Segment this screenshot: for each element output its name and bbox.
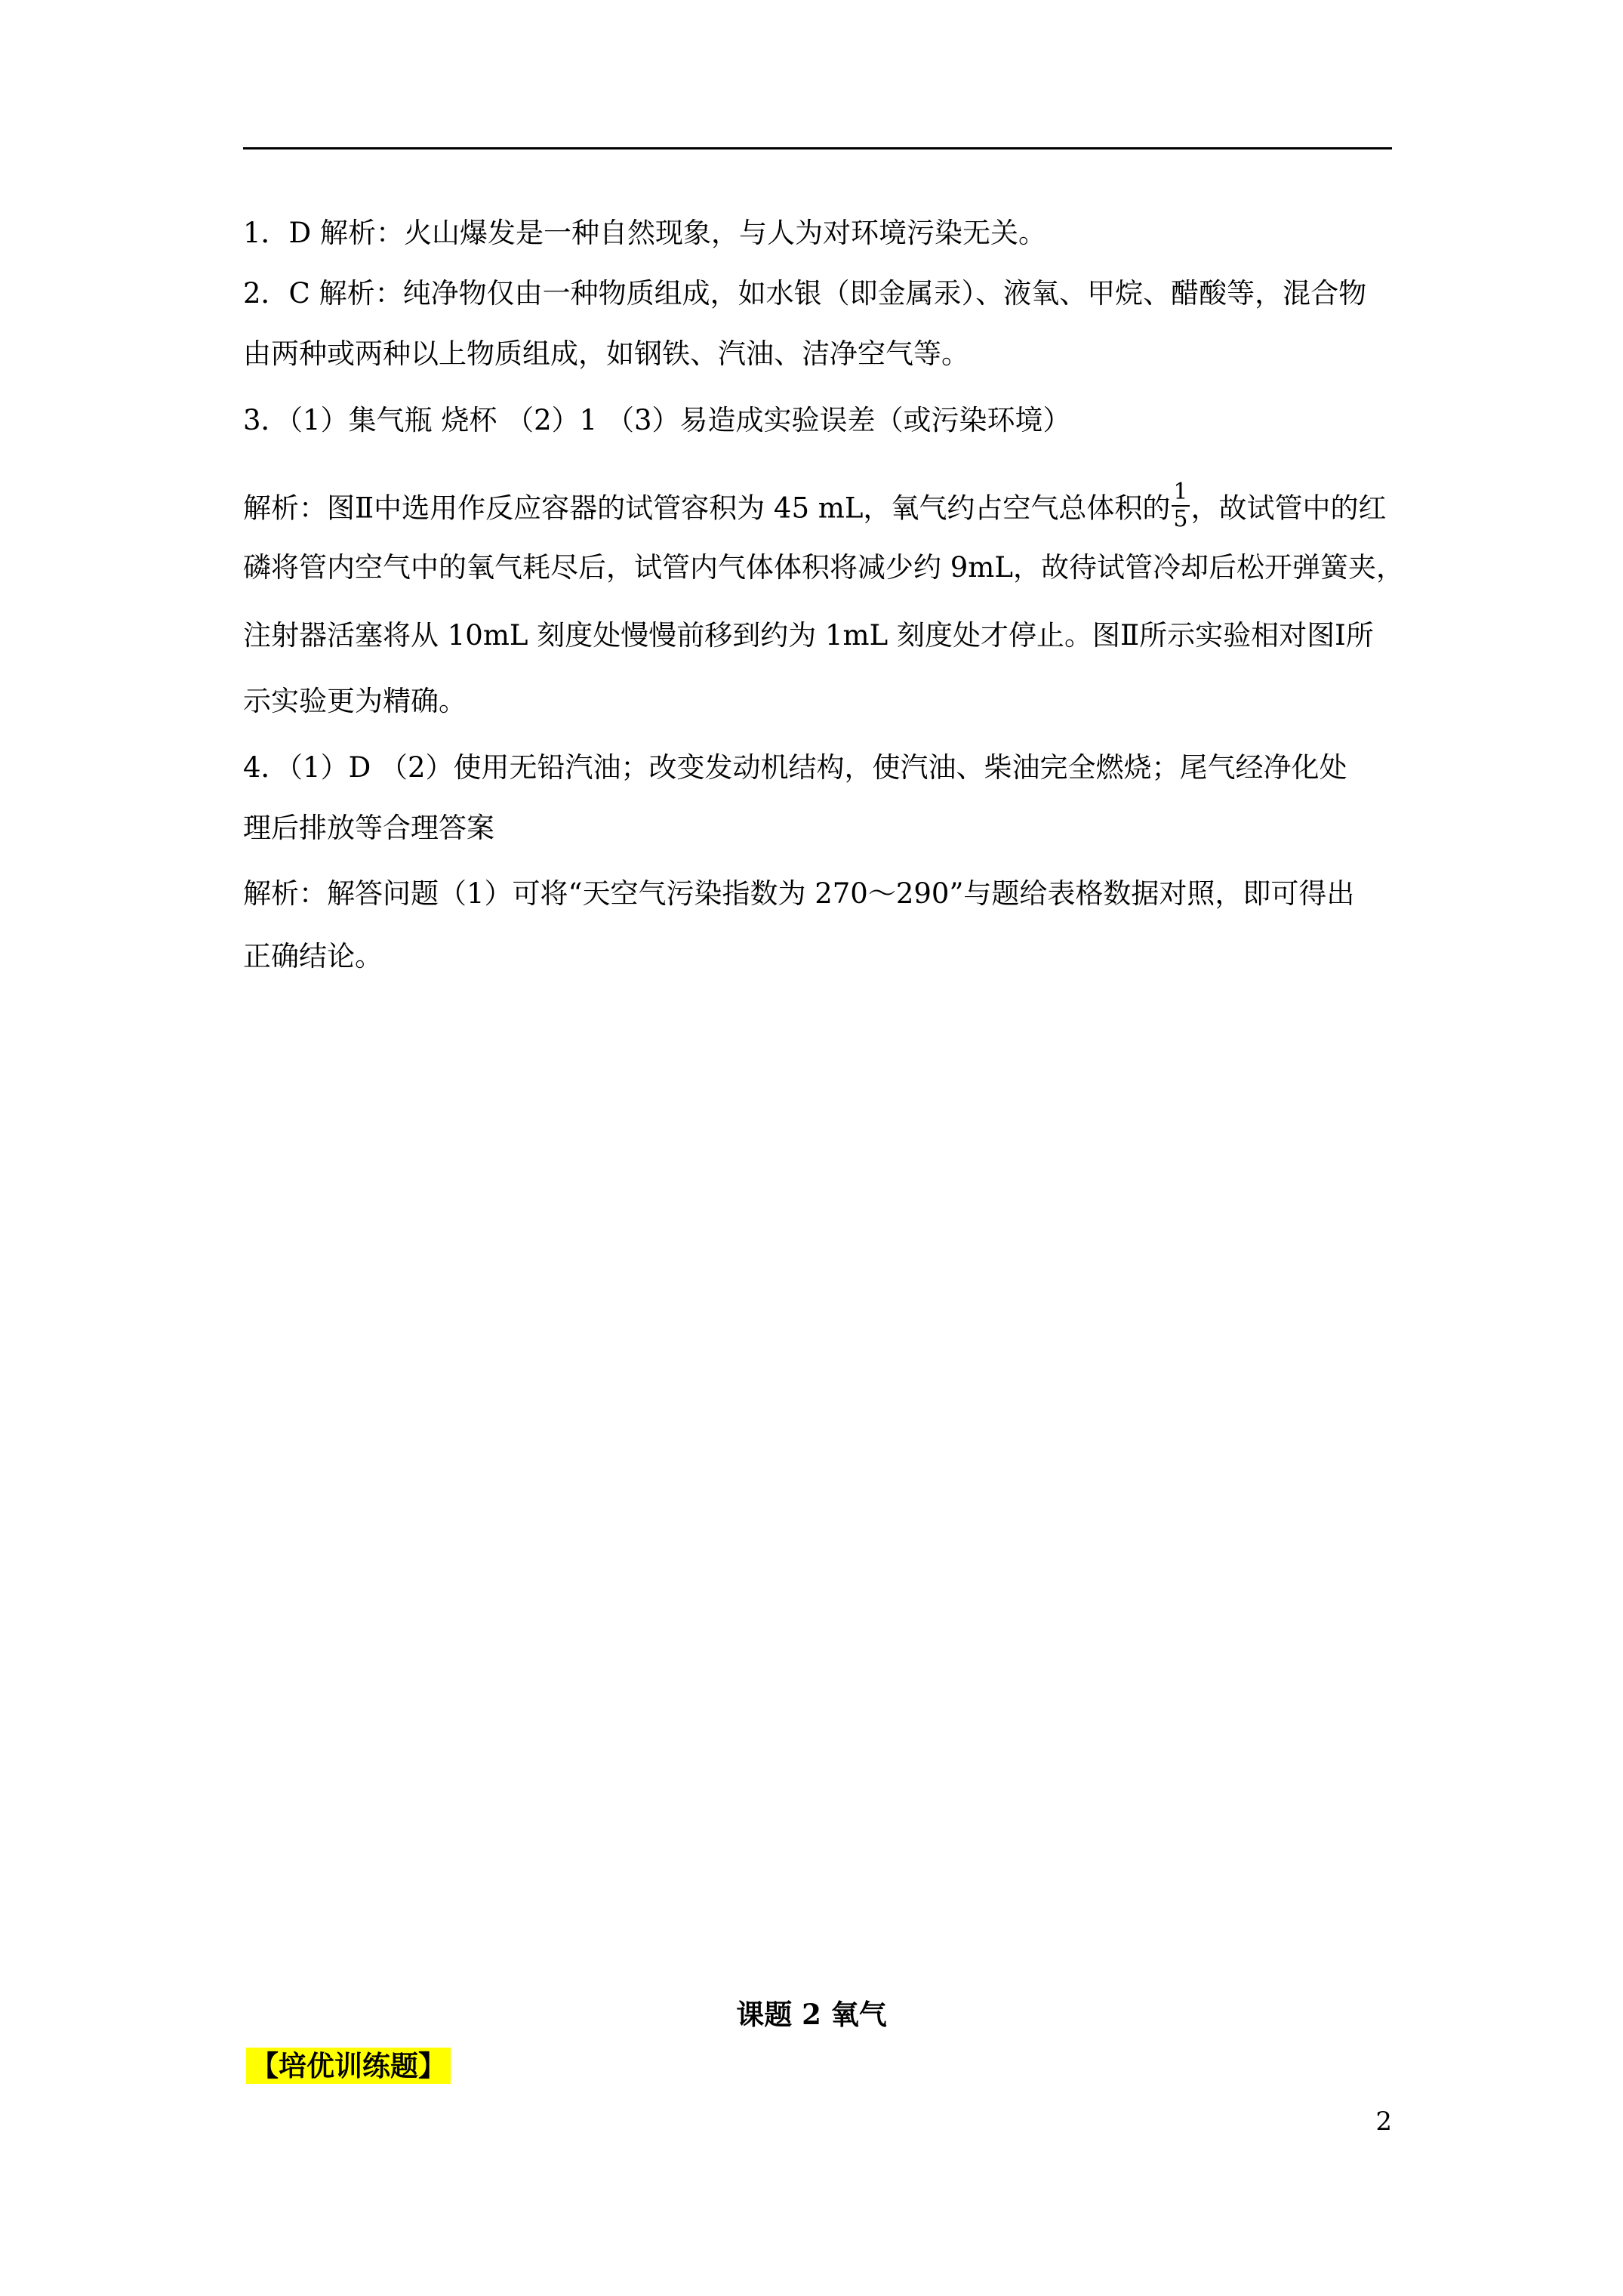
fraction-one-fifth xyxy=(1172,479,1189,532)
answer-3-explanation-line-1 xyxy=(243,479,1406,537)
header-rule xyxy=(243,147,1392,149)
answer-3-explanation-line-2: 磷将管内空气中的氧气耗尽后，试管内气体体积将减少约 9mL，故待试管冷却后松开弹簧夹， xyxy=(243,551,1404,584)
answer-4-line-2: 理后排放等合理答案 xyxy=(243,812,494,844)
answer-4-line-1: 4．（1）D （2）使用无铅汽油；改变发动机结构，使汽油、柴油完全燃烧；尾气经净化处 xyxy=(243,751,1347,784)
page-number: 2 xyxy=(1375,2106,1392,2137)
answer-1: 1．D 解析：火山爆发是一种自然现象，与人为对环境污染无关。 xyxy=(243,217,1046,249)
fraction-denominator: 5 xyxy=(1173,506,1188,532)
answer-3: 3．（1）集气瓶 烧杯 （2）1 （3）易造成实验误差（或污染环境） xyxy=(243,404,1071,436)
answer-4-explanation-line-1: 解析：解答问题（1）可将“天空气污染指数为 270～290”与题给表格数据对照，即可得出 xyxy=(243,877,1355,910)
section-title: 课题 2 氧气 xyxy=(736,1998,887,2031)
answer-3-explanation-text-a: 解析：图Ⅱ中选用作反应容器的试管容积为 45 mL，氧气约占空气总体积的 xyxy=(243,492,1171,525)
answer-3-explanation-line-3: 注射器活塞将从 10mL 刻度处慢慢前移到约为 1mL 刻度处才停止。图Ⅱ所示实验相对图Ⅰ所 xyxy=(243,619,1374,652)
section-tag: 【培优训练题】 xyxy=(246,2048,451,2084)
answer-3-explanation-text-b: ，故试管中的红 xyxy=(1190,492,1387,525)
answer-4-explanation-line-2: 正确结论。 xyxy=(243,940,383,972)
fraction-numerator: 1 xyxy=(1173,479,1188,505)
answer-3-explanation-line-4: 示实验更为精确。 xyxy=(243,685,467,717)
answer-2-line-2: 由两种或两种以上物质组成，如钢铁、汽油、洁净空气等。 xyxy=(243,337,969,370)
answer-2-line-1: 2．C 解析：纯净物仅由一种物质组成，如水银（即金属汞）、液氧、甲烷、醋酸等，混合物 xyxy=(243,277,1367,310)
